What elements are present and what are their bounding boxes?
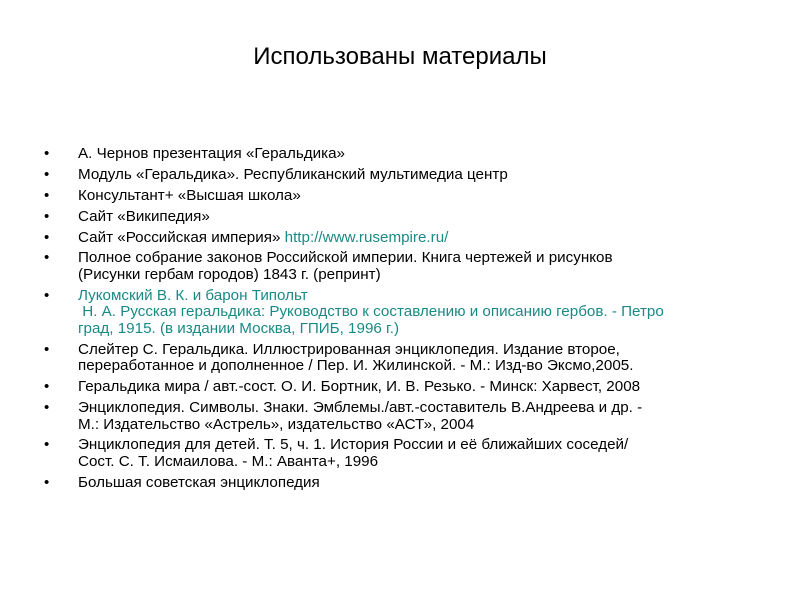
list-item bbox=[40, 288, 780, 338]
item-link-line[interactable]: Лукомский В. К. и барон Типольт bbox=[78, 286, 308, 304]
bullet-icon: • bbox=[44, 286, 50, 304]
references-list bbox=[40, 146, 780, 496]
item-text-line: Энциклопедия для детей. Т. 5, ч. 1. История России и её ближайших соседей/ bbox=[78, 436, 629, 454]
item-text: Сайт «Российская империя» bbox=[78, 228, 285, 246]
item-link-line[interactable]: град, 1915. (в издании Москва, ГПИБ, 1996 г.) bbox=[78, 319, 400, 337]
item-text-line: переработанное и дополненное / Пер. И. Жилинской. - М.: Изд-во Эксмо,2005. bbox=[78, 357, 634, 375]
list-item bbox=[40, 209, 780, 226]
list-item bbox=[40, 188, 780, 205]
bullet-icon: • bbox=[44, 473, 50, 491]
list-item bbox=[40, 146, 780, 163]
bullet-icon: • bbox=[44, 340, 50, 358]
bullet-icon: • bbox=[44, 207, 50, 225]
bullet-icon: • bbox=[44, 436, 50, 454]
item-link-line[interactable]: Н. А. Русская геральдика: Руководство к составлению и описанию гербов. - Петро bbox=[78, 303, 664, 321]
item-text: Большая советская энциклопедия bbox=[78, 473, 320, 491]
item-text-line: Сост. С. Т. Исмаилова. - М.: Аванта+, 1996 bbox=[78, 452, 379, 470]
slide-title: Использованы материалы bbox=[253, 43, 547, 70]
list-item bbox=[40, 230, 780, 247]
item-text: Геральдика мира / авт.-сост. О. И. Бортник, И. В. Резько. - Минск: Харвест, 2008 bbox=[78, 378, 641, 396]
list-item bbox=[40, 379, 780, 396]
list-item bbox=[40, 167, 780, 184]
list-item bbox=[40, 475, 780, 492]
item-text: Консультант+ «Высшая школа» bbox=[78, 186, 301, 204]
bullet-icon: • bbox=[44, 165, 50, 183]
list-item bbox=[40, 342, 780, 375]
item-text-line: Энциклопедия. Символы. Знаки. Эмблемы./авт.-составитель В.Андреева и др. - bbox=[78, 399, 643, 417]
bullet-icon: • bbox=[44, 145, 50, 162]
bullet-icon: • bbox=[44, 378, 50, 396]
list-item bbox=[40, 400, 780, 433]
rusempire-link[interactable]: http://www.rusempire.ru/ bbox=[284, 228, 449, 246]
list-item bbox=[40, 437, 780, 470]
item-text: А. Чернов презентация «Геральдика» bbox=[78, 145, 345, 162]
item-text-line: Слейтер С. Геральдика. Иллюстрированная энциклопедия. Издание второе, bbox=[78, 340, 620, 358]
bullet-icon: • bbox=[44, 249, 50, 267]
bullet-icon: • bbox=[44, 186, 50, 204]
item-text: Сайт «Википедия» bbox=[78, 207, 210, 225]
list-item bbox=[40, 250, 780, 283]
item-text-line: М.: Издательство «Астрель», издательство «АСТ», 2004 bbox=[78, 415, 475, 433]
item-text: Модуль «Геральдика». Республиканский мультимедиа центр bbox=[78, 165, 508, 183]
bullet-icon: • bbox=[44, 228, 50, 246]
item-text-line: (Рисунки гербам городов) 1843 г. (репринт) bbox=[78, 265, 381, 283]
item-text-line: Полное собрание законов Российской империи. Книга чертежей и рисунков bbox=[78, 249, 613, 267]
bullet-icon: • bbox=[44, 399, 50, 417]
